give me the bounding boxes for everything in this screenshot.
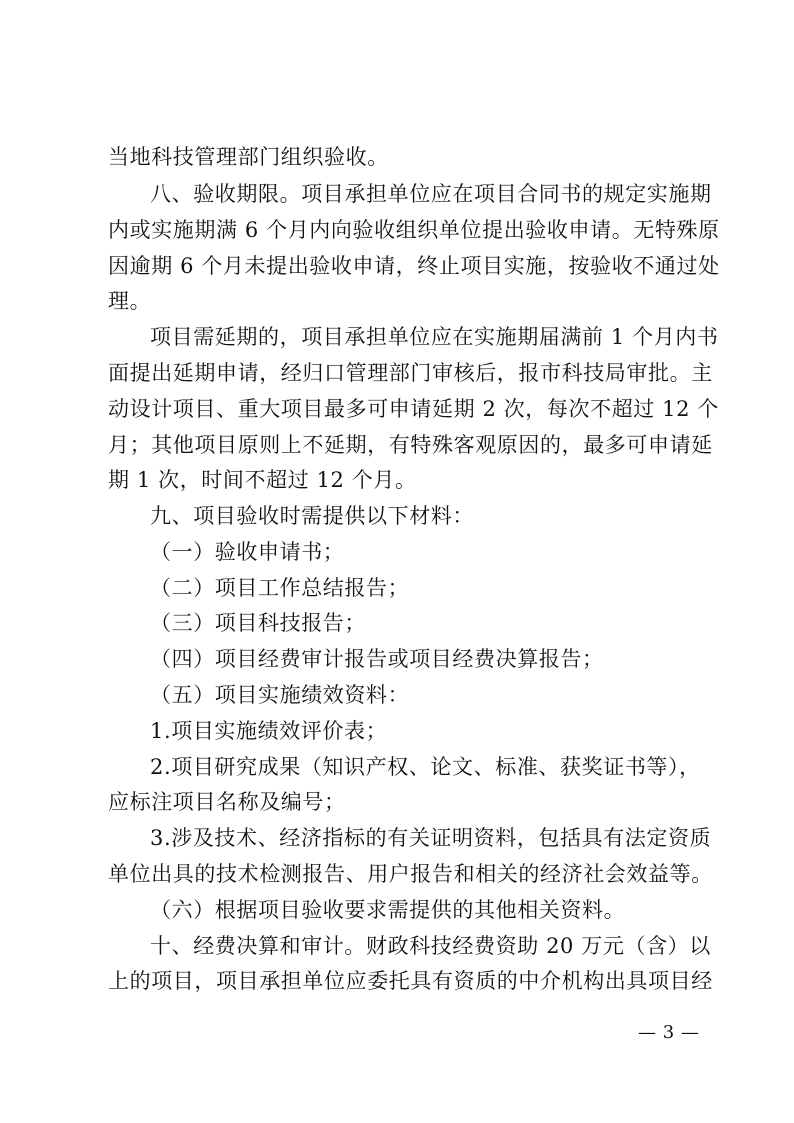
text-line-4: 因逾期 6 个月未提出验收申请，终止项目实施，按验收不通过处	[108, 254, 720, 278]
text-line-5: 理。	[108, 289, 152, 313]
text-line-3: 内或实施期满 6 个月内向验收组织单位提出验收申请。无特殊原	[108, 218, 720, 242]
text-line-2: 八、验收期限。项目承担单位应在项目合同书的规定实施期	[150, 182, 712, 206]
text-line-9: 月；其他项目原则上不延期，有特殊客观原因的，最多可申请延	[108, 433, 713, 457]
text-line-11: 九、项目验收时需提供以下材料：	[150, 504, 474, 528]
text-line-16: （五）项目实施绩效资料：	[150, 683, 410, 707]
text-line-22: （六）根据项目验收要求需提供的其他相关资料。	[150, 898, 626, 922]
page-number: — 3 —	[638, 1022, 700, 1043]
text-line-17: 1.项目实施绩效评价表；	[150, 719, 388, 743]
text-line-20: 3.涉及技术、经济指标的有关证明资料，包括具有法定资质	[150, 826, 712, 850]
text-line-12: （一）验收申请书；	[150, 540, 345, 564]
text-line-24: 上的项目，项目承担单位应委托具有资质的中介机构出具项目经	[108, 969, 713, 993]
text-line-8: 动设计项目、重大项目最多可申请延期 2 次，每次不超过 12 个	[108, 397, 719, 421]
text-line-6: 项目需延期的，项目承担单位应在实施期届满前 1 个月内书	[150, 325, 719, 349]
text-line-14: （三）项目科技报告；	[150, 611, 366, 635]
text-line-13: （二）项目工作总结报告；	[150, 576, 410, 600]
text-line-15: （四）项目经费审计报告或项目经费决算报告；	[150, 647, 604, 671]
text-line-21: 单位出具的技术检测报告、用户报告和相关的经济社会效益等。	[108, 862, 713, 886]
text-line-7: 面提出延期申请，经归口管理部门审核后，报市科技局审批。主	[108, 361, 713, 385]
text-line-1: 当地科技管理部门组织验收。	[108, 145, 389, 169]
text-line-10: 期 1 次，时间不超过 12 个月。	[108, 468, 417, 492]
text-line-23: 十、经费决算和审计。财政科技经费资助 20 万元（含）以	[150, 934, 711, 958]
text-line-19: 应标注项目名称及编号；	[108, 790, 346, 814]
text-line-18: 2.项目研究成果（知识产权、论文、标准、获奖证书等），	[150, 755, 701, 779]
